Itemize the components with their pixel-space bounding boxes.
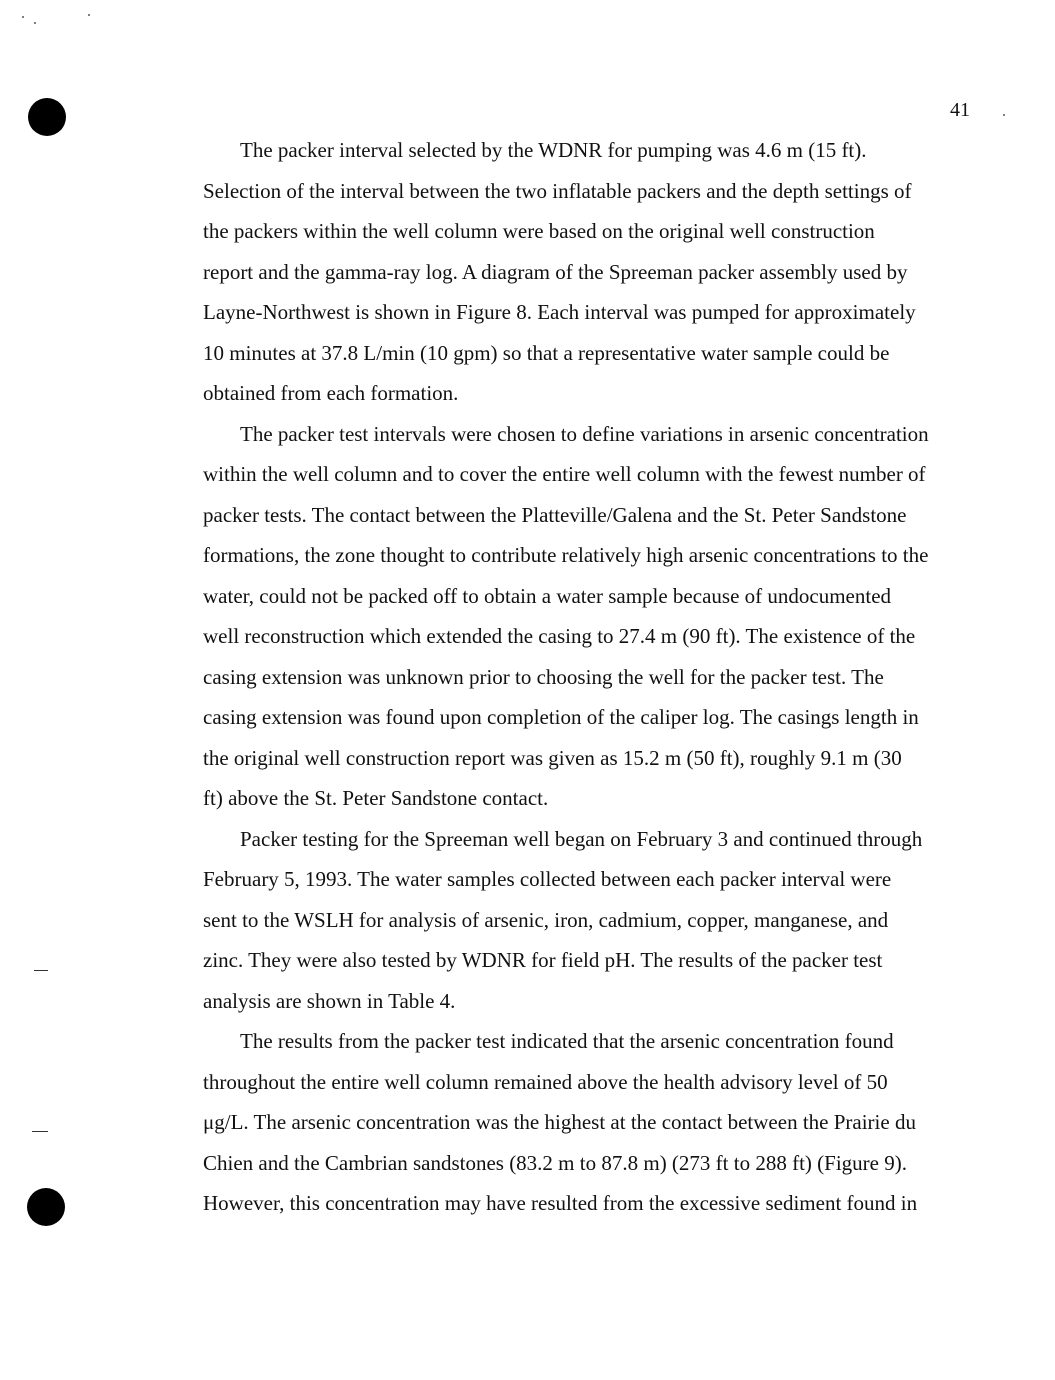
text-line: packer tests. The contact between the Platteville/Galena and the St. Peter Sandstone [203,502,907,527]
text-line: 10 minutes at 37.8 L/min (10 gpm) so that a representative water sample could be [203,340,890,365]
scan-speck [22,16,24,18]
text-line: zinc. They were also tested by WDNR for field pH. The results of the packer test [203,948,883,972]
text-line: sent to the WSLH for analysis of arsenic, iron, cadmium, copper, manganese, and [203,907,889,932]
text-line: The results from the packer test indicated that the arsenic concentration found [240,1029,894,1053]
text-line: The packer interval selected by the WDNR for pumping was 4.6 m (15 ft). [240,138,867,162]
paragraph-1 [203,130,973,414]
text-line: February 5, 1993. The water samples collected between each packer interval were [203,867,892,891]
text-line: Selection of the interval between the two inflatable packers and the depth settings of [203,178,912,203]
punch-hole-bottom [27,1188,65,1226]
text-line: However, this concentration may have resulted from the excessive sediment found in [203,1191,918,1215]
text-line: casing extension was found upon completion of the caliper log. The casings length in [203,705,919,729]
scan-speck [1003,114,1005,116]
text-line: The packer test intervals were chosen to define variations in arsenic concentration [240,421,929,446]
text-line: formations, the zone thought to contribute relatively high arsenic concentrations to the [203,543,929,567]
text-line: casing extension was unknown prior to choosing the well for the packer test. The [203,664,884,689]
text-line: well reconstruction which extended the casing to 27.4 m (90 ft). The existence of the [203,624,916,648]
text-line: analysis are shown in Table 4. [203,988,456,1013]
text-line: Chien and the Cambrian sandstones (83.2 m to 87.8 m) (273 ft to 288 ft) (Figure 9). [203,1150,907,1175]
paragraph-2 [203,414,973,819]
paragraph-3 [203,819,973,1022]
margin-mark [32,1131,48,1132]
text-line: the packers within the well column were based on the original well construction [203,219,875,243]
text-line: ft) above the St. Peter Sandstone contact. [203,786,549,810]
text-line: within the well column and to cover the entire well column with the fewest number of [203,462,926,486]
margin-mark [34,970,48,971]
page-number: 41 [950,99,970,121]
text-line: the original well construction report was given as 15.2 m (50 ft), roughly 9.1 m (30 [203,745,902,770]
text-line: obtained from each formation. [203,381,459,405]
body-text [203,130,973,1224]
scan-speck [34,22,36,24]
scan-speck [88,14,90,16]
punch-hole-top [28,98,66,136]
text-line: throughout the entire well column remained above the health advisory level of 50 [203,1069,888,1094]
text-line: water, could not be packed off to obtain a water sample because of undocumented [203,583,892,608]
text-line: Layne-Northwest is shown in Figure 8. Each interval was pumped for approximately [203,300,916,324]
text-line: report and the gamma-ray log. A diagram of the Spreeman packer assembly used by [203,259,908,284]
text-line: μg/L. The arsenic concentration was the highest at the contact between the Prairie du [203,1110,916,1134]
paragraph-4 [203,1021,973,1224]
text-line: Packer testing for the Spreeman well began on February 3 and continued through [240,826,923,851]
